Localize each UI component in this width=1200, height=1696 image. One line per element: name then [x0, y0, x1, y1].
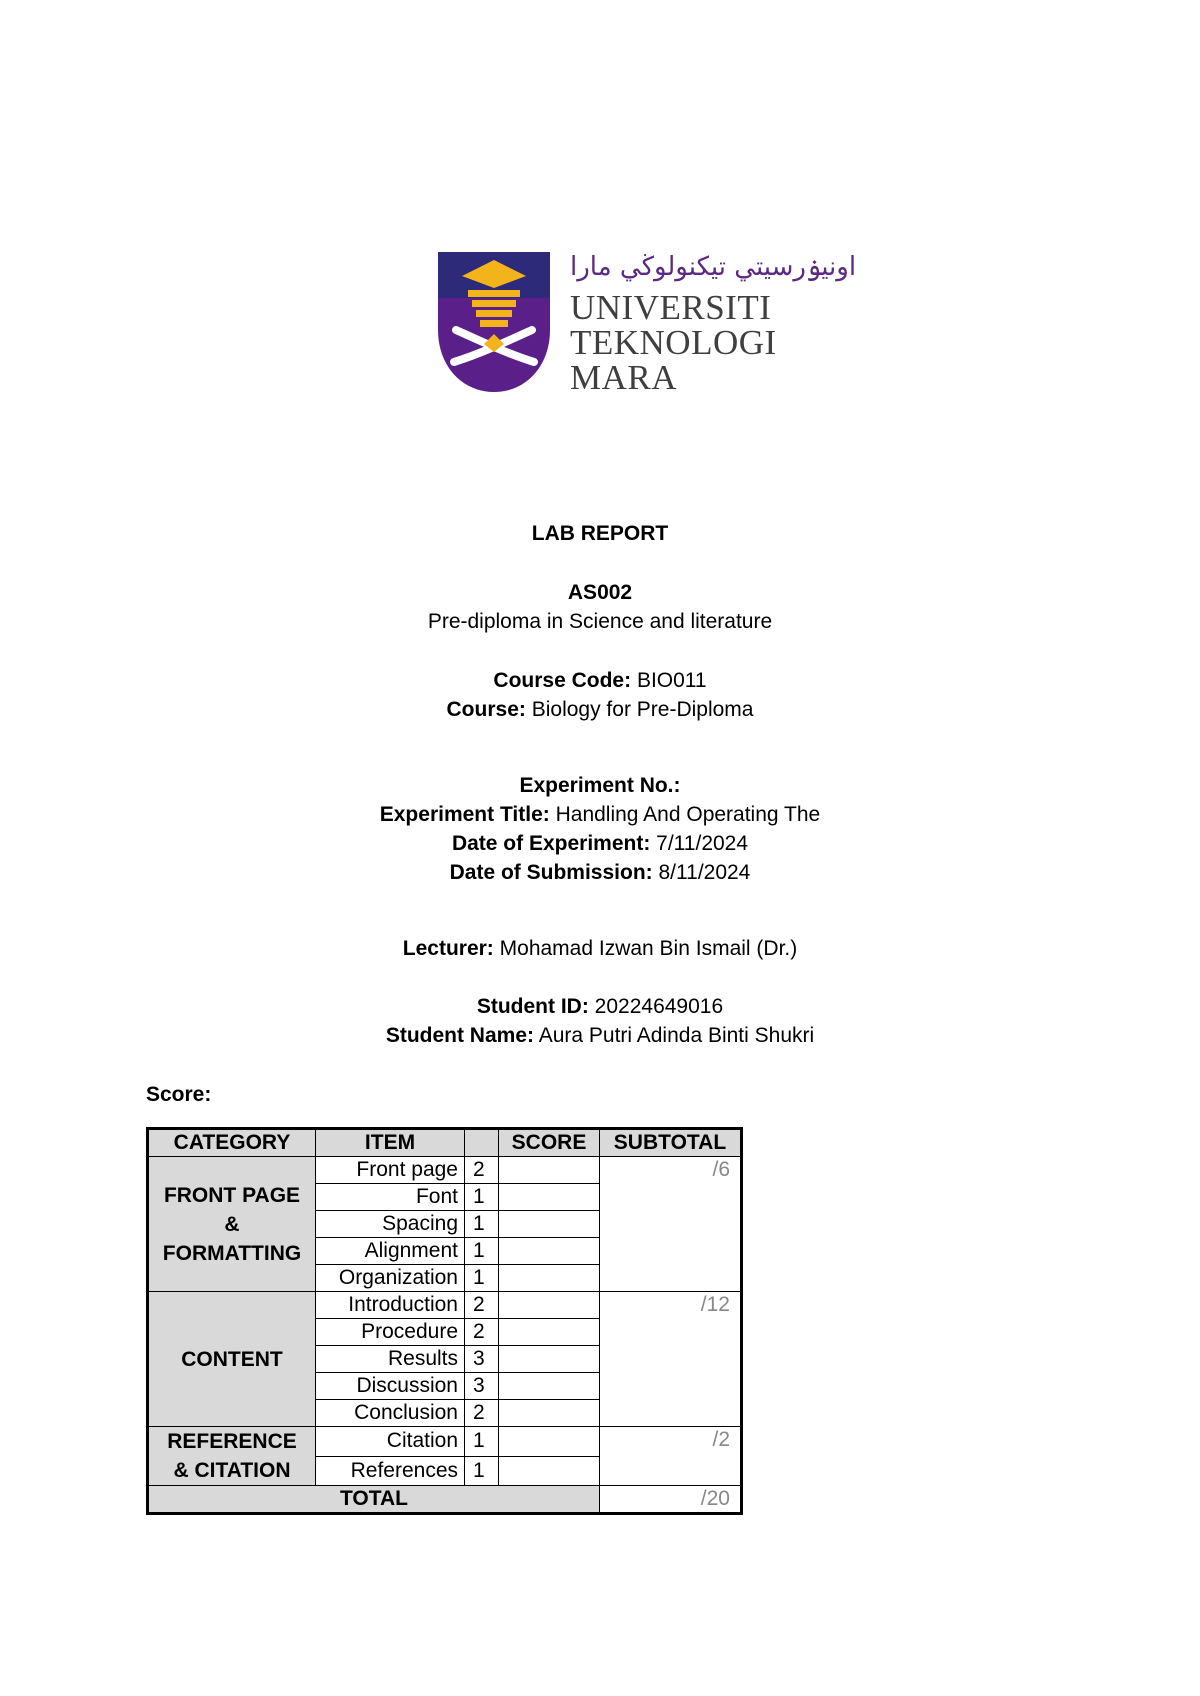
table-row [148, 1292, 742, 1319]
lecturer-line: Lecturer: Mohamad Izwan Bin Ismail (Dr.) [402, 937, 798, 960]
experiment-date-line: Date of Experiment: 7/11/2024 [451, 832, 749, 855]
item-points: 2 [465, 1400, 499, 1427]
header-subtotal: SUBTOTAL [600, 1129, 742, 1157]
header-item: ITEM [316, 1129, 465, 1157]
student-id-line: Student ID: 20224649016 [476, 995, 724, 1018]
program-name: Pre-diploma in Science and literature [427, 610, 773, 633]
university-crest-icon [438, 252, 558, 398]
item-name: Font [316, 1184, 465, 1211]
table-row [148, 1157, 742, 1184]
item-name: Results [316, 1346, 465, 1373]
item-name: Alignment [316, 1238, 465, 1265]
item-name: Organization [316, 1265, 465, 1292]
item-points: 1 [465, 1456, 499, 1486]
item-name: Front page [316, 1157, 465, 1184]
submission-date-line: Date of Submission: 8/11/2024 [449, 861, 751, 884]
item-points: 1 [465, 1265, 499, 1292]
item-name: Conclusion [316, 1400, 465, 1427]
subtotal-front-page: /6 [600, 1157, 742, 1292]
total-row [148, 1486, 742, 1514]
item-points: 1 [465, 1238, 499, 1265]
logo-arabic-text: اونيۏرسيتي تيكنولوڬي مارا [570, 252, 857, 282]
university-logo [438, 252, 857, 398]
total-label: TOTAL [148, 1486, 600, 1514]
experiment-title-line: Experiment Title: Handling And Operating The [379, 803, 821, 826]
table-row [148, 1427, 742, 1457]
program-code: AS002 [567, 581, 633, 604]
item-name: References [316, 1456, 465, 1486]
score-label: Score: [146, 1083, 212, 1106]
item-points: 2 [465, 1319, 499, 1346]
score-cell[interactable] [499, 1427, 600, 1457]
course-line: Course: Biology for Pre-Diploma [446, 698, 754, 721]
item-points: 3 [465, 1346, 499, 1373]
score-cell[interactable] [499, 1238, 600, 1265]
logo-line-1: UNIVERSITI [570, 288, 772, 327]
score-cell[interactable] [499, 1292, 600, 1319]
student-name-line: Student Name: Aura Putri Adinda Binti Shukri [385, 1024, 815, 1047]
score-cell[interactable] [499, 1319, 600, 1346]
subtotal-content: /12 [600, 1292, 742, 1427]
item-points: 1 [465, 1427, 499, 1457]
total-value: /20 [600, 1486, 742, 1514]
item-name: Procedure [316, 1319, 465, 1346]
category-front-page: FRONT PAGE & FORMATTING [148, 1157, 316, 1292]
item-points: 3 [465, 1373, 499, 1400]
course-code-line: Course Code: BIO011 [493, 669, 707, 692]
item-name: Introduction [316, 1292, 465, 1319]
score-cell[interactable] [499, 1157, 600, 1184]
subtotal-reference: /2 [600, 1427, 742, 1486]
experiment-no-line: Experiment No.: [519, 774, 681, 797]
score-cell[interactable] [499, 1456, 600, 1486]
item-name: Spacing [316, 1211, 465, 1238]
item-name: Citation [316, 1427, 465, 1457]
report-title: LAB REPORT [531, 522, 669, 545]
score-cell[interactable] [499, 1265, 600, 1292]
score-cell[interactable] [499, 1373, 600, 1400]
score-cell[interactable] [499, 1211, 600, 1238]
category-content: CONTENT [148, 1292, 316, 1427]
category-reference: REFERENCE & CITATION [148, 1427, 316, 1486]
table-header-row [148, 1129, 742, 1157]
header-points [465, 1129, 499, 1157]
header-score: SCORE [499, 1129, 600, 1157]
item-points: 2 [465, 1157, 499, 1184]
score-cell[interactable] [499, 1184, 600, 1211]
item-points: 2 [465, 1292, 499, 1319]
item-name: Discussion [316, 1373, 465, 1400]
item-points: 1 [465, 1211, 499, 1238]
score-cell[interactable] [499, 1400, 600, 1427]
score-cell[interactable] [499, 1346, 600, 1373]
score-table [146, 1127, 743, 1515]
item-points: 1 [465, 1184, 499, 1211]
header-category: CATEGORY [148, 1129, 316, 1157]
logo-line-3: MARA [570, 358, 678, 397]
logo-line-2: TEKNOLOGI [570, 323, 777, 362]
